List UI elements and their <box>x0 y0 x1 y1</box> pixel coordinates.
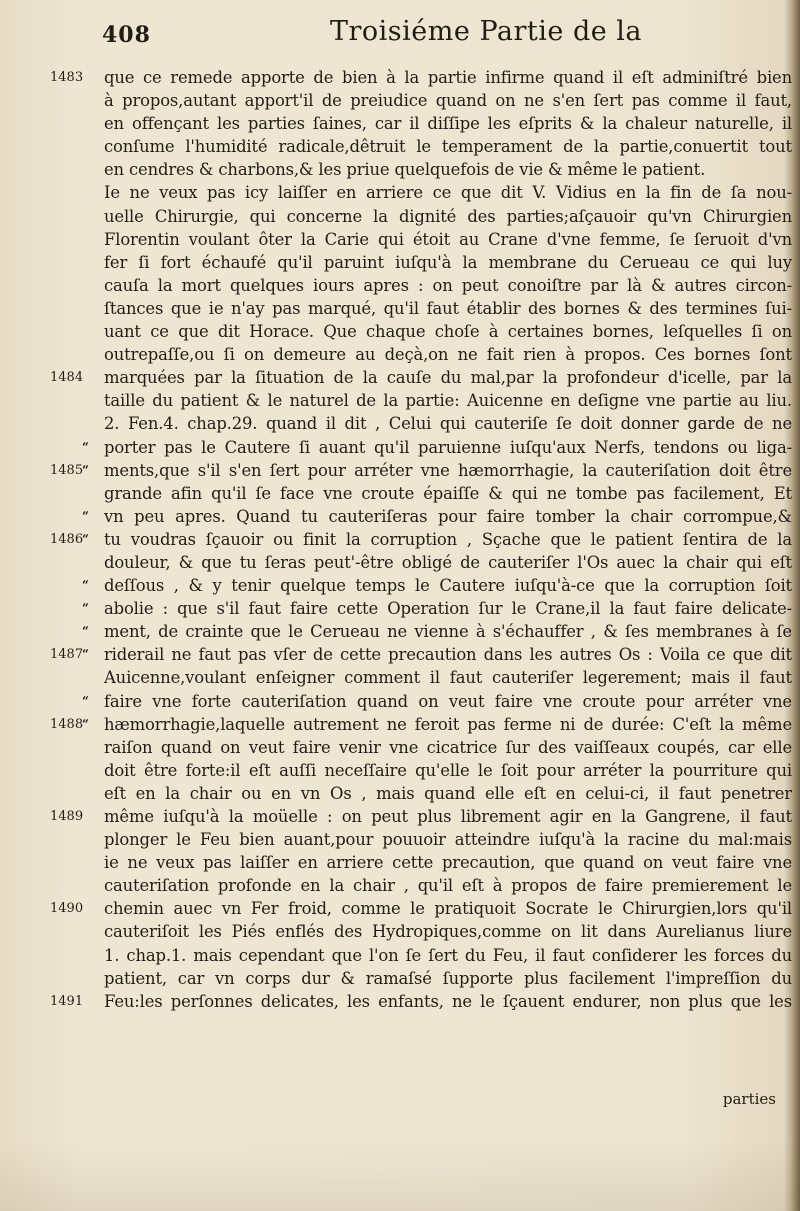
margin-row <box>0 181 104 204</box>
margin-row <box>0 228 104 251</box>
quotation-mark: “ <box>82 439 89 454</box>
quotation-mark: “ <box>82 508 89 523</box>
line-number: 1491 <box>50 993 84 1009</box>
margin-row <box>0 805 104 828</box>
margin-row <box>0 251 104 274</box>
text-line: patient, car vn corps dur & ramaſsé ſupporte plus facilement l'impreſſion du <box>104 968 792 988</box>
text-line: uant ce que dit Horace. Que chaque choſe à certaines bornes, leſquelles ſi on <box>104 322 792 342</box>
catchword: parties <box>722 1090 776 1108</box>
text-line: fer ſi fort échaufé qu'il paruint iuſqu'à la membrane du Cerueau ce qui luy <box>104 252 792 272</box>
margin-row <box>0 782 104 805</box>
text-line: plonger le Feu bien auant,pour pouuoir atteindre iuſqu'à la racine du mal:mais <box>104 830 792 850</box>
margin-row <box>0 112 104 135</box>
page-edge <box>792 0 800 1211</box>
text-line: chemin auec vn Fer froid, comme le pratiquoit Socrate le Chirurgien,lors qu'il <box>104 899 792 919</box>
text-line: Ie ne veux pas icy laiſſer en arriere ce que dit V. Vidius en la fin de ſa nou- <box>104 183 792 203</box>
text-line: raiſon quand on veut faire venir vne cicatrice ſur des vaiſſeaux coupés, car elle <box>104 737 792 757</box>
line-number: 1485 <box>50 462 84 478</box>
margin-row <box>0 874 104 897</box>
text-line: cauteriſoit les Piés enflés des Hydropiques,comme on lit dans Aurelianus liure <box>104 922 792 942</box>
text-line: conſume l'humidité radicale,dêtruit le temperament de la partie,conuertit tout <box>104 137 792 157</box>
line-number: 1484 <box>50 370 84 386</box>
quotation-mark: “ <box>82 531 89 546</box>
text-line: uelle Chirurgie, qui concerne la dignité des parties;aſçauoir qu'vn Chirurgien <box>104 206 792 226</box>
page-header <box>0 16 800 56</box>
margin-row <box>0 759 104 782</box>
text-line: deſſous , & y tenir quelque temps le Cautere iuſqu'à-ce que la corruption ſoit <box>104 576 792 596</box>
text-line: doit être forte:il eſt auſſi neceſſaire qu'elle le ſoit pour arréter la pourriture qui <box>104 760 792 780</box>
text-line: eſt en la chair ou en vn Os , mais quand elle eſt en celui-ci, il faut penetrer <box>104 783 792 803</box>
margin-row <box>0 297 104 320</box>
margin-row <box>0 851 104 874</box>
text-line: ie ne veux pas laiſſer en arriere cette precaution, que quand on veut faire vne <box>104 853 792 873</box>
text-line: cauſa la mort quelques iours apres : on peut conoiſtre par là & autres circon- <box>104 275 792 295</box>
line-number: 1486 <box>50 531 84 547</box>
quotation-mark: “ <box>82 693 89 708</box>
quotation-mark: “ <box>82 601 89 616</box>
margin-row <box>0 897 104 920</box>
text-line: faire vne forte cauteriſation quand on veut faire vne croute pour arréter vne <box>104 691 792 711</box>
margin-row <box>0 158 104 181</box>
text-line: riderail ne faut pas vſer de cette precaution dans les autres Os : Voila ce que dit <box>104 645 792 665</box>
text-line: outrepaſſe,ou ſi on demeure au deçà,on ne fait rien à propos. Ces bornes ſont <box>104 345 792 365</box>
text-line: porter pas le Cautere ſi auant qu'il paruienne iuſqu'aux Nerfs, tendons ou liga- <box>104 437 792 457</box>
margin-annotations <box>0 66 104 1013</box>
text-line: même iuſqu'à la moüelle : on peut plus librement agir en la Gangrene, il faut <box>104 807 792 826</box>
margin-row <box>0 89 104 112</box>
margin-row <box>0 967 104 990</box>
line-number: 1487 <box>50 647 84 663</box>
margin-row <box>0 551 104 593</box>
line-number: 1483 <box>50 70 84 85</box>
text-line: hæmorrhagie,laquelle autrement ne feroit pas ferme ni de durée: C'eſt la même <box>104 714 792 734</box>
text-line: taille du patient & le naturel de la partie: Auicenne en deſigne vne partie au liu. <box>104 391 792 411</box>
text-line: tu voudras ſçauoir ou finit la corruption , Sçache que le patient ſentira de la <box>104 529 792 549</box>
quotation-mark: “ <box>82 647 89 662</box>
margin-row <box>0 666 104 708</box>
margin-row <box>0 990 104 1013</box>
margin-row <box>0 944 104 967</box>
quotation-mark: “ <box>82 462 89 477</box>
text-line: en offençant les parties ſaines, car il diſſipe les eſprits & la chaleur naturelle, il <box>104 114 792 134</box>
line-number: 1488 <box>50 716 84 732</box>
text-line: ment, de crainte que le Cerueau ne vienne à s'échauffer , & ſes membranes à ſe <box>104 622 792 642</box>
text-line: 1. chap.1. mais cependant que l'on ſe ſert du Feu, il faut conſiderer les forces du <box>104 945 792 965</box>
text-line: abolie : que s'il faut faire cette Operation ſur le Crane,il la faut faire delicate- <box>104 599 792 619</box>
margin-row <box>0 343 104 366</box>
body-text <box>104 66 792 1013</box>
text-line: Auicenne,voulant enſeigner comment il faut cauteriſer legerement; mais il faut <box>104 668 792 688</box>
margin-row <box>0 412 104 454</box>
line-number: 1490 <box>50 901 84 917</box>
running-title: Troisiéme Partie de la <box>330 16 643 47</box>
line-number: 1489 <box>50 809 84 824</box>
text-line: 2. Fen.4. chap.29. quand il dit , Celui qui cauteriſe ſe doit donner garde de ne <box>104 414 792 434</box>
margin-row <box>0 366 104 389</box>
text-line: vn peu apres. Quand tu cauteriſeras pour faire tomber la chair corrompue,& <box>104 506 792 526</box>
text-line: grande afin qu'il ſe face vne croute épaiſſe & qui ne tombe pas facilement, Et <box>104 483 792 503</box>
margin-row <box>0 205 104 228</box>
margin-row <box>0 828 104 851</box>
quotation-mark: “ <box>82 624 89 639</box>
margin-row <box>0 482 104 523</box>
margin-row <box>0 135 104 158</box>
margin-row <box>0 320 104 343</box>
quotation-mark: “ <box>82 716 89 731</box>
text-line: en cendres & charbons,& les priue quelquefois de vie & même le patient. <box>104 160 706 180</box>
text-line: à propos,autant apport'il de preiudice quand on ne s'en ſert pas comme il faut, <box>104 91 792 111</box>
margin-row <box>0 274 104 297</box>
text-line: ſtances que ie n'ay pas marqué, qu'il faut établir des bornes & des termines ſui- <box>104 298 792 318</box>
margin-row <box>0 66 104 89</box>
margin-row <box>0 736 104 759</box>
text-line: cauteriſation profonde en la chair , qu'il eſt à propos de faire premierement le <box>104 876 792 896</box>
text-line: que ce remede apporte de bien à la partie infirme quand il eſt adminiſtré bien <box>104 68 792 87</box>
text-line: douleur, & que tu ſeras peut'-être obligé de cauteriſer l'Os auec la chair qui eſt <box>104 552 792 572</box>
text-line: Florentin voulant ôter la Carie qui étoit au Crane d'vne femme, ſe ſeruoit d'vn <box>104 229 792 249</box>
text-line: ments,que s'il s'en ſert pour arréter vne hæmorrhagie, la cauteriſation doit être <box>104 460 792 480</box>
paper-stain <box>0 1141 800 1211</box>
text-line: Feu:les perſonnes delicates, les enfants, ne le ſçauent endurer, non plus que les <box>104 991 792 1011</box>
quotation-mark: “ <box>82 578 89 593</box>
text-line: marquées par la ſituation de la cauſe du mal,par la profondeur d'icelle, par la <box>104 368 792 388</box>
page-number: 408 <box>102 22 151 48</box>
margin-row <box>0 389 104 412</box>
margin-row <box>0 920 104 943</box>
